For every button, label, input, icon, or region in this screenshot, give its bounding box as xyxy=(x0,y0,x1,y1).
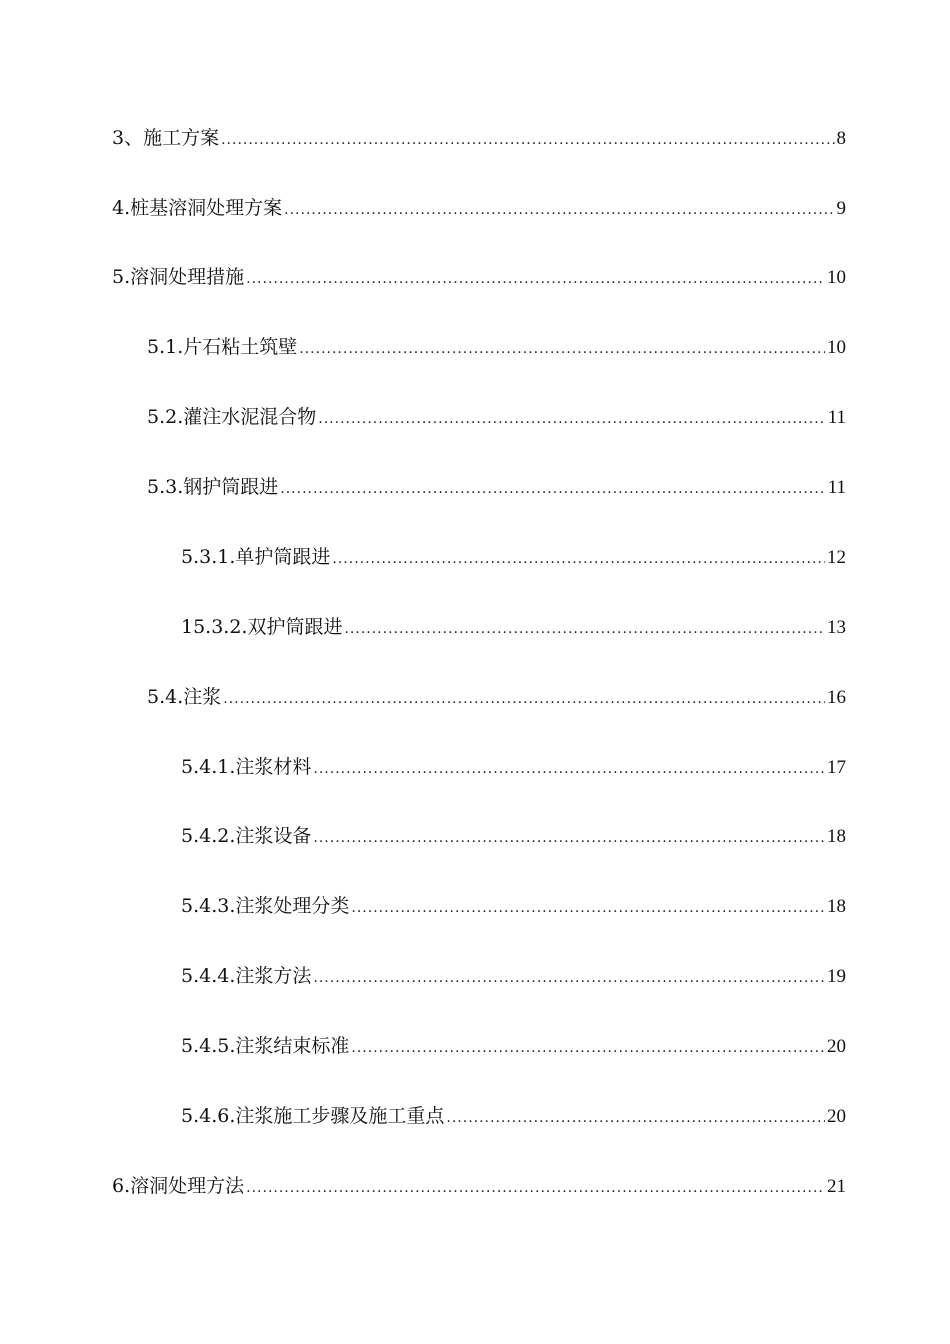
toc-entry-title: 5.4.3.注浆处理分类 xyxy=(181,895,350,917)
dot-leader xyxy=(344,615,825,643)
toc-entry[interactable] xyxy=(181,892,846,920)
dot-leader xyxy=(299,335,825,363)
dot-leader xyxy=(246,1174,825,1202)
toc-entry[interactable] xyxy=(112,1172,846,1200)
dot-leader xyxy=(284,196,834,224)
toc-entry-title: 5.4.5.注浆结束标准 xyxy=(181,1035,350,1057)
dot-leader xyxy=(351,894,825,922)
toc-page-number: 20 xyxy=(827,1106,846,1127)
toc-page-number: 20 xyxy=(827,1036,846,1057)
toc-entry-title: 5.3.1.单护筒跟进 xyxy=(181,546,331,568)
toc-page-number: 18 xyxy=(827,896,846,917)
toc-page-number: 11 xyxy=(827,407,846,428)
dot-leader xyxy=(223,685,825,713)
toc-entry[interactable] xyxy=(147,683,846,711)
toc-page-number: 11 xyxy=(827,477,846,498)
toc-entry[interactable] xyxy=(181,543,846,571)
toc-entry-title: 5.3.钢护筒跟进 xyxy=(147,476,279,498)
toc-page-number: 12 xyxy=(827,547,846,568)
dot-leader xyxy=(280,475,825,503)
toc-entry[interactable] xyxy=(181,1032,846,1060)
dot-leader xyxy=(246,265,825,293)
toc-entry-title: 5.溶洞处理措施 xyxy=(112,266,245,288)
toc-entry-title: 15.3.2.双护筒跟进 xyxy=(181,616,343,638)
toc-entry[interactable] xyxy=(181,1102,846,1130)
toc-page-number: 8 xyxy=(836,128,846,149)
toc-entry-title: 4.桩基溶洞处理方案 xyxy=(112,197,283,219)
toc-entry-title: 5.4.2.注浆设备 xyxy=(181,825,312,847)
toc-entry[interactable] xyxy=(112,263,846,291)
toc-page-number: 16 xyxy=(827,687,846,708)
toc-entry-title: 5.1.片石粘土筑壁 xyxy=(147,336,298,358)
toc-entry-title: 5.4.6.注浆施工步骤及施工重点 xyxy=(181,1105,445,1127)
toc-entry-title: 5.2.灌注水泥混合物 xyxy=(147,406,317,428)
toc-entry[interactable] xyxy=(147,333,846,361)
dot-leader xyxy=(351,1034,825,1062)
toc-page-number: 10 xyxy=(827,267,846,288)
dot-leader xyxy=(446,1104,825,1132)
toc-page-number: 10 xyxy=(827,337,846,358)
dot-leader xyxy=(313,824,825,852)
toc-entry-title: 6.溶洞处理方法 xyxy=(112,1175,245,1197)
toc-entry[interactable] xyxy=(147,473,846,501)
toc-entry-title: 3、施工方案 xyxy=(112,127,220,149)
toc-page-number: 13 xyxy=(827,617,846,638)
toc-entry[interactable] xyxy=(181,962,846,990)
toc-entry[interactable] xyxy=(181,753,846,781)
toc-entry[interactable] xyxy=(147,403,846,431)
toc-page-number: 9 xyxy=(836,198,846,219)
toc-entry[interactable] xyxy=(181,613,846,641)
dot-leader xyxy=(313,755,825,783)
dot-leader xyxy=(332,545,825,573)
toc-page-number: 19 xyxy=(827,966,846,987)
toc-entry[interactable] xyxy=(181,822,846,850)
toc-page-number: 17 xyxy=(827,757,846,778)
toc-entry-title: 5.4.4.注浆方法 xyxy=(181,965,312,987)
dot-leader xyxy=(318,405,825,433)
toc-entry[interactable] xyxy=(112,194,846,222)
toc-page-number: 21 xyxy=(827,1176,846,1197)
toc-page-number: 18 xyxy=(827,826,846,847)
dot-leader xyxy=(221,126,834,154)
dot-leader xyxy=(313,964,825,992)
toc-entry-title: 5.4.注浆 xyxy=(147,686,222,708)
toc-entry-title: 5.4.1.注浆材料 xyxy=(181,756,312,778)
toc-entry[interactable] xyxy=(112,124,846,152)
